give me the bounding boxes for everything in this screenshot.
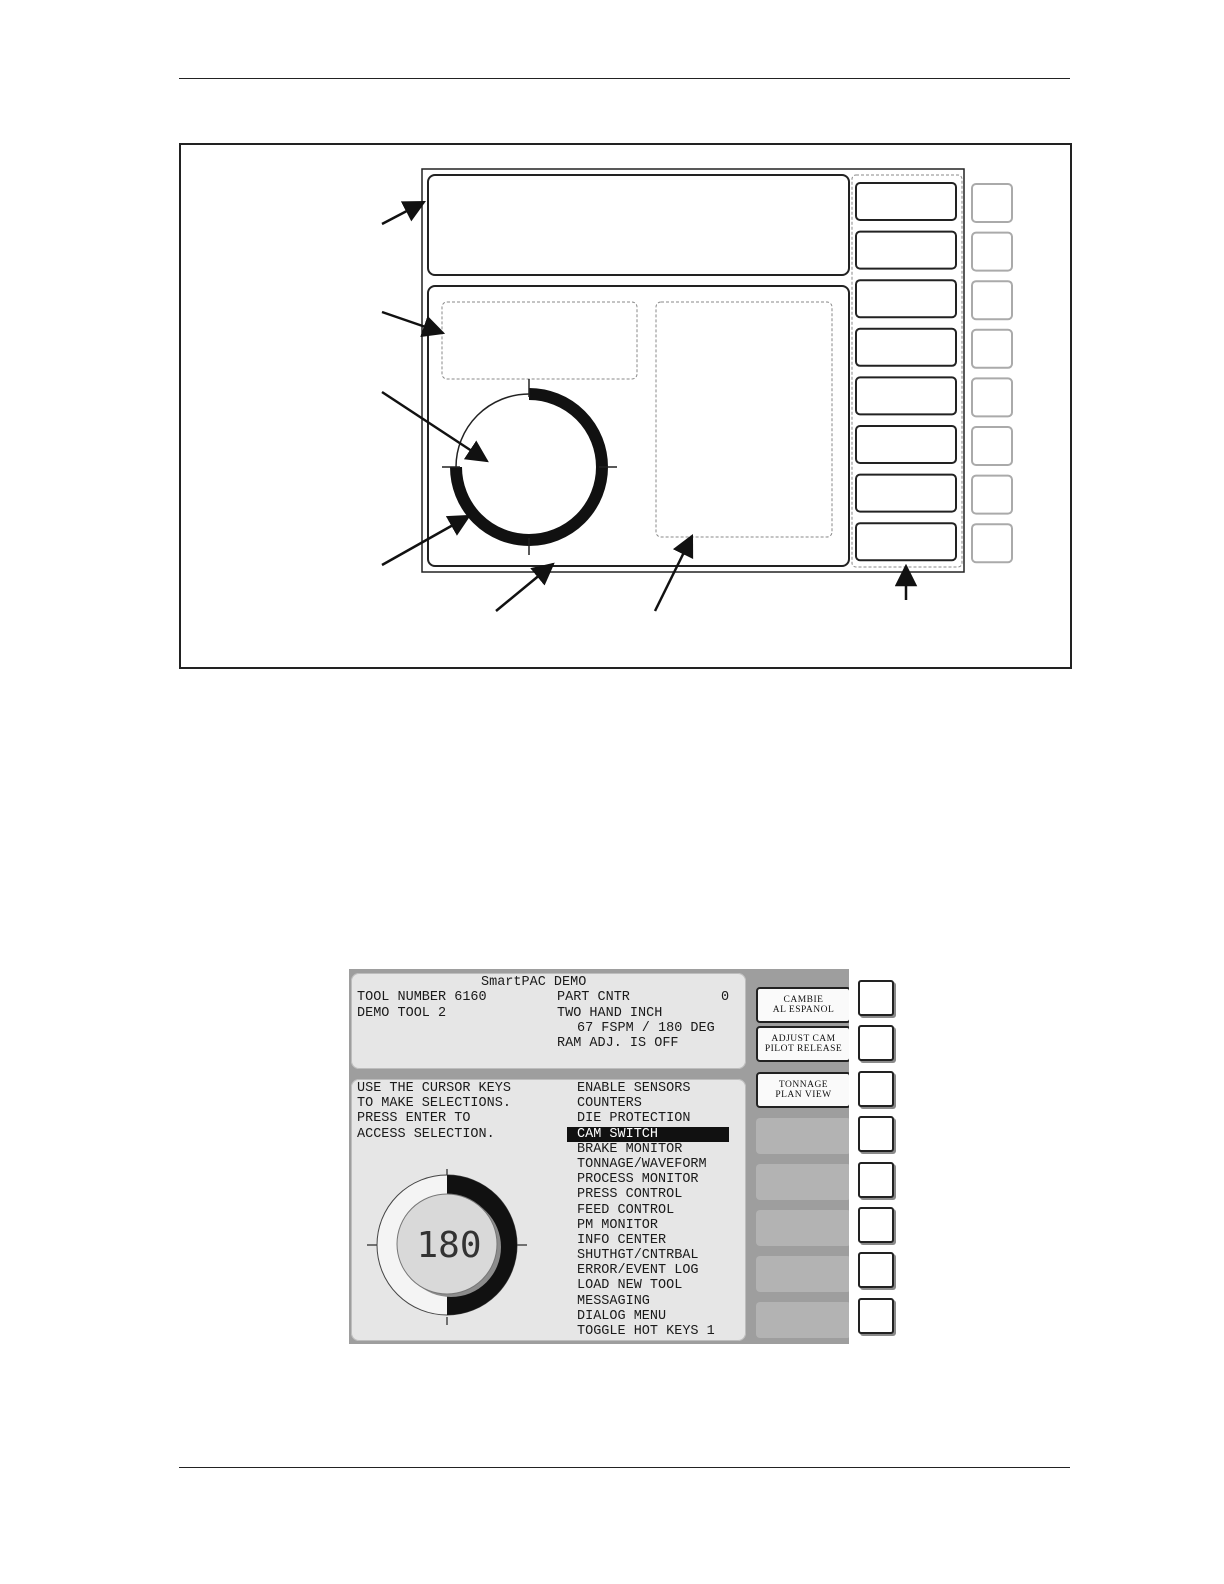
menu-item[interactable]: PRESS CONTROL <box>577 1187 683 1203</box>
diagram-function-key <box>972 281 1012 319</box>
menu-item[interactable]: TOGGLE HOT KEYS 1 <box>577 1324 715 1339</box>
diagram-softkey <box>856 232 956 269</box>
menu-item[interactable]: FEED CONTROL <box>577 1202 675 1218</box>
menu-item[interactable]: CAM SWITCH <box>567 1127 729 1142</box>
crank-angle-gauge <box>367 1167 537 1327</box>
menu-item[interactable]: ENABLE SENSORS <box>577 1081 691 1096</box>
diagram-function-key <box>972 184 1012 222</box>
diagram-softkey <box>856 426 956 463</box>
diagram-information-window <box>428 175 849 275</box>
diagram-crank-gauge <box>442 379 617 555</box>
softkey-blank-5 <box>756 1164 849 1200</box>
menu-item[interactable]: BRAKE MONITOR <box>577 1141 683 1157</box>
menu-item[interactable]: COUNTERS <box>577 1096 642 1112</box>
function-key-1[interactable] <box>858 980 894 1016</box>
information-window <box>351 973 746 1069</box>
diagram-softkey <box>856 329 956 366</box>
menu-item[interactable]: INFO CENTER <box>577 1232 667 1248</box>
softkey-tonnage-plan-view[interactable] <box>756 1072 849 1108</box>
layout-diagram <box>181 145 1070 667</box>
diagram-function-key <box>972 378 1012 416</box>
diagram-softkey <box>856 475 956 512</box>
menu-item[interactable]: ERROR/EVENT LOG <box>577 1263 699 1279</box>
menu-item[interactable]: TONNAGE/WAVEFORM <box>577 1156 707 1172</box>
smartpac-screen <box>349 969 849 1344</box>
function-key-7[interactable] <box>858 1252 894 1288</box>
tool-name: DEMO TOOL 2 <box>357 1006 447 1021</box>
screen-title: SmartPAC DEMO <box>481 975 587 990</box>
ram-adjust-status: RAM ADJ. IS OFF <box>557 1036 679 1051</box>
diagram-softkey <box>856 523 956 560</box>
menu-item[interactable]: DIE PROTECTION <box>577 1111 691 1127</box>
softkey-label-line1: TONNAGE <box>778 1080 829 1090</box>
function-key-4[interactable] <box>858 1116 894 1152</box>
diagram-softkey-column <box>852 175 962 567</box>
menu-item[interactable]: SHUTHGT/CNTRBAL <box>577 1248 699 1264</box>
diagram-softkey <box>856 280 956 317</box>
softkey-label-line1: ADJUST CAM <box>771 1034 836 1044</box>
diagram-function-key <box>972 524 1012 562</box>
diagram-function-key <box>972 476 1012 514</box>
instructions-text: USE THE CURSOR KEYS TO MAKE SELECTIONS. PRESS ENTER TO ACCESS SELECTION. <box>357 1081 511 1142</box>
softkey-label-line2: PILOT RELEASE <box>764 1044 843 1054</box>
menu-item[interactable]: DIALOG MENU <box>577 1308 667 1324</box>
diagram-function-key <box>972 233 1012 271</box>
softkey-blank-7 <box>756 1256 849 1292</box>
softkey-label-line2: PLAN VIEW <box>775 1090 832 1100</box>
function-key-5[interactable] <box>858 1162 894 1198</box>
part-counter-label: PART CNTR <box>557 990 630 1005</box>
part-counter-value: 0 <box>721 990 730 1005</box>
tool-number: TOOL NUMBER 6160 <box>357 990 487 1005</box>
function-key-2[interactable] <box>858 1025 894 1061</box>
diagram-instruction-area <box>442 302 637 379</box>
function-key-8[interactable] <box>858 1298 894 1334</box>
diagram-softkey <box>856 377 956 414</box>
diagram-function-key <box>972 330 1012 368</box>
softkey-label-line1: CAMBIE <box>783 995 824 1005</box>
stroke-mode: TWO HAND INCH <box>557 1006 663 1021</box>
top-rule <box>179 78 1070 79</box>
menu-item[interactable]: MESSAGING <box>577 1293 650 1309</box>
softkey-cambie-espanol[interactable] <box>756 987 849 1023</box>
menu-item[interactable]: PROCESS MONITOR <box>577 1172 699 1188</box>
diagram-selection-area <box>656 302 832 537</box>
softkey-blank-4 <box>756 1118 849 1154</box>
softkey-adjust-cam[interactable] <box>756 1026 849 1062</box>
layout-diagram-figure <box>179 143 1072 669</box>
diagram-softkeys <box>856 183 956 560</box>
main-menu <box>567 1081 729 1339</box>
softkey-blank-6 <box>756 1210 849 1246</box>
softkey-label-line2: AL ESPANOL <box>772 1005 835 1015</box>
diagram-function-key <box>972 427 1012 465</box>
diagram-callout-arrows <box>382 202 906 611</box>
diagram-function-keys <box>972 184 1012 562</box>
softkey-blank-8 <box>756 1302 849 1338</box>
function-key-3[interactable] <box>858 1071 894 1107</box>
menu-item[interactable]: PM MONITOR <box>577 1217 659 1233</box>
crank-angle-value: 180 <box>416 1225 482 1266</box>
diagram-softkey <box>856 183 956 220</box>
menu-item[interactable]: LOAD NEW TOOL <box>577 1278 683 1294</box>
press-speed: 67 FSPM / 180 DEG <box>577 1021 715 1036</box>
bottom-rule <box>179 1467 1070 1468</box>
function-key-6[interactable] <box>858 1207 894 1243</box>
